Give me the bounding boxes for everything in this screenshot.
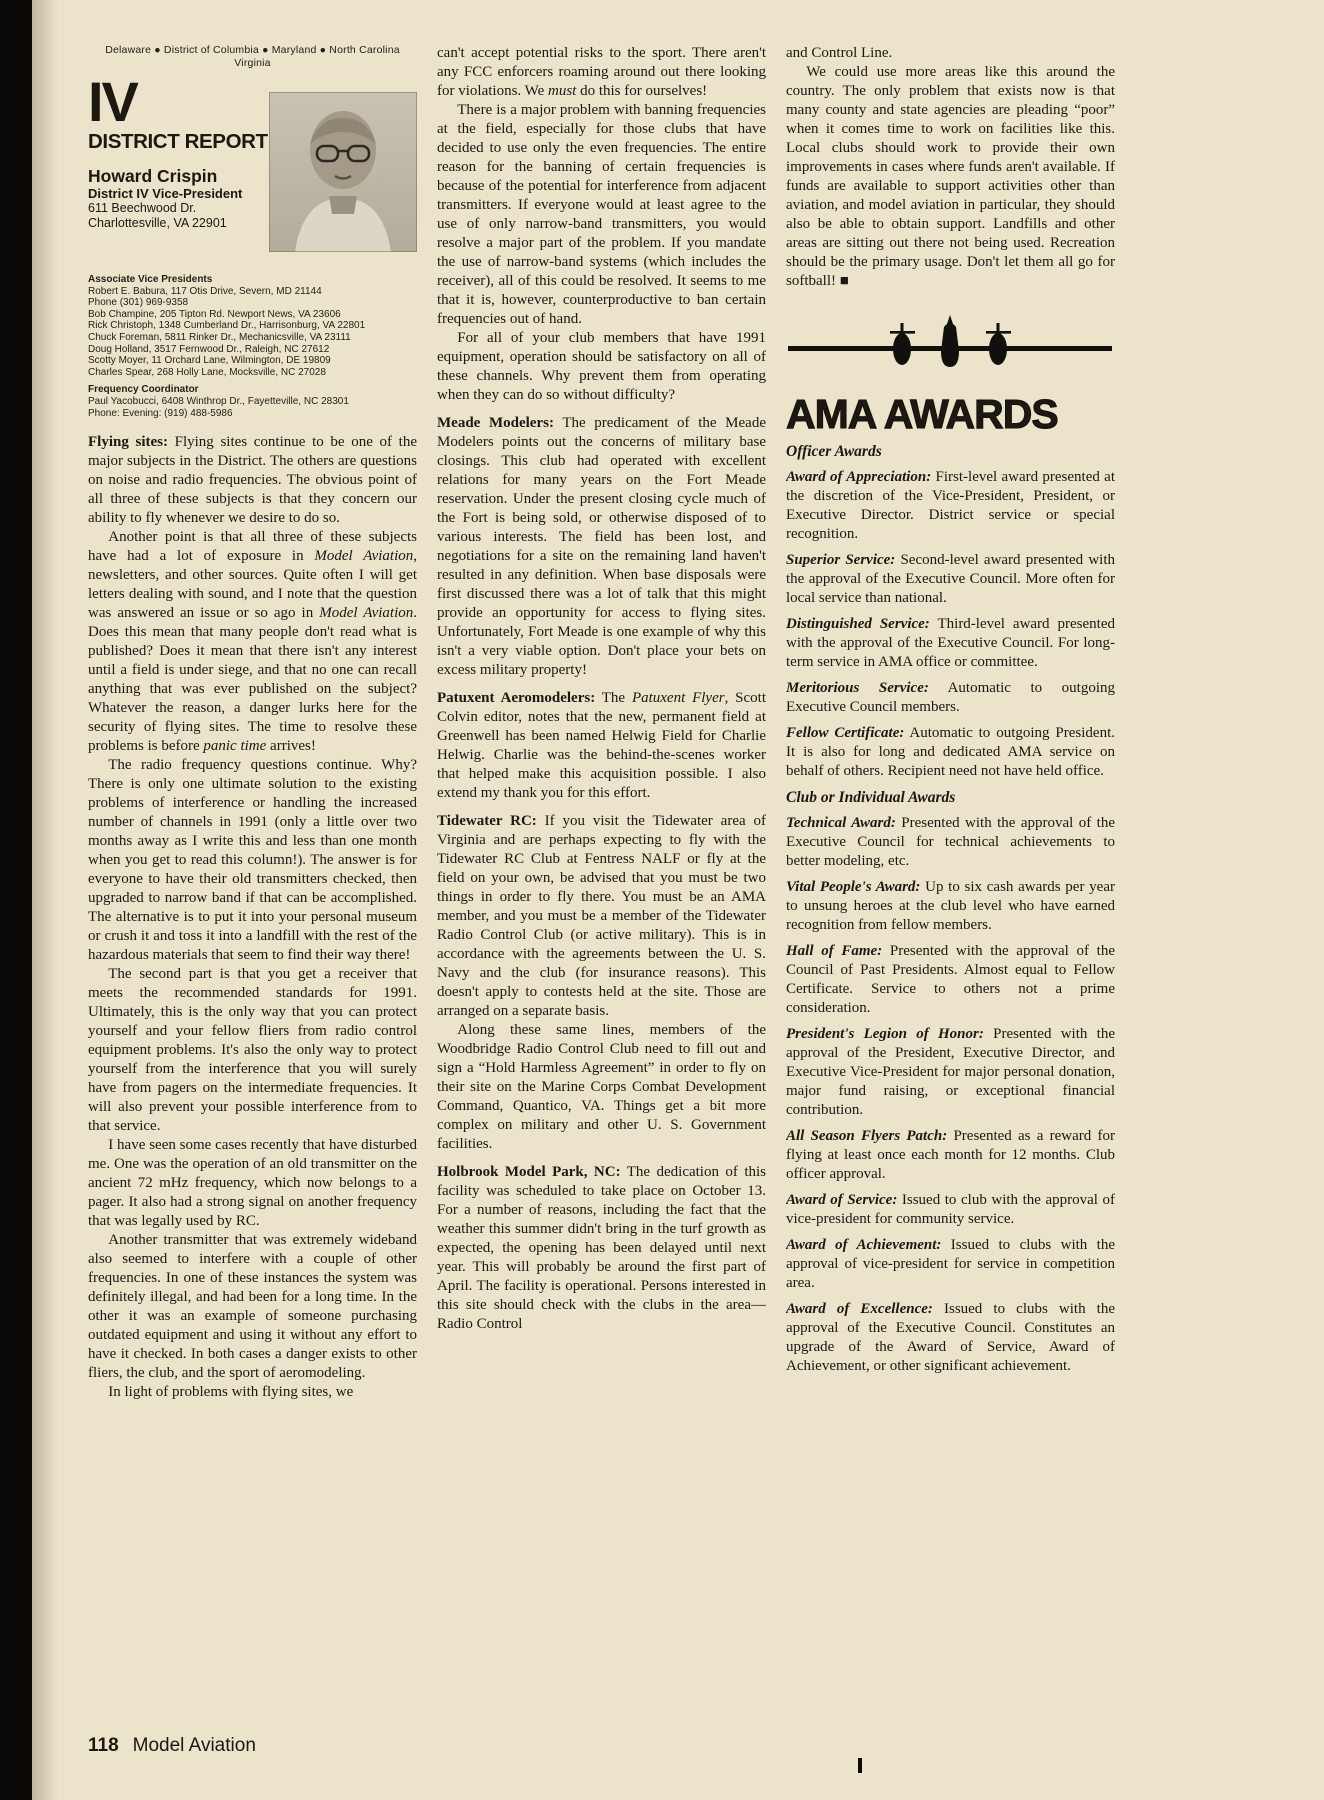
portrait-photo-graphic (269, 92, 417, 252)
body-paragraph: There is a major problem with banning frequencies at the field, especially for those clubs that have decided to use only the even frequencies. The entire reason for the banning of certain frequencies is because of the potential for interference from adjacent transmitters. If everyone would at least agree to the use of only narrow-band transmitters, you would resolve a major part of the problem. If you mandate the use of narrow-band systems (which includes the receiver), all of this could be resolved. It seems to me that it is, however, counterproductive to ban certain frequencies out of hand. (437, 102, 766, 327)
magazine-name: Model Aviation (132, 1735, 256, 1756)
officer-address-line1: 611 Beechwood Dr. (88, 200, 197, 215)
award-item-hall-of-fame: Hall of Fame: Presented with the approval of the Council of Past Presidents. Almost equal to Fellow Certificate. Service to others not a prime consideration. (786, 943, 1115, 1016)
column-2-body (437, 44, 766, 1334)
body-paragraph: can't accept potential risks to the sport. There aren't any FCC enforcers roaming around out there looking for violations. We must do this for ourselves! (437, 45, 766, 99)
award-item-appreciation: Award of Appreciation: First-level award presented at the discretion of the Vice-President, President, or Executive Director. District service or special recognition. (786, 469, 1115, 542)
district-report-title: DISTRICT REPORT (88, 129, 268, 153)
body-paragraph-meade-modelers: Meade Modelers: The predicament of the Meade Modelers points out the concerns of military base closings. This club had operated with excellent relations for many years on the Fort Meade reservation. Under the present closing cycle much of the Fort is being sold, or otherwise disposed of to various interests. The field has been lost, and negotiations for a site on the remaining land haven't resulted in any definition. When base disposals were first discussed there was a lot of talk that this might provide an opportunity for access to flying sites. Unfortunately, Fort Meade is one example of why this isn't a very viable option. Don't place your bets on excess military property! (437, 415, 766, 678)
page-footer (88, 1735, 256, 1757)
district-states-line: Delaware ● District of Columbia ● Maryland ● North Carolina (105, 44, 400, 56)
column-1 (88, 44, 417, 1564)
associate-line: Chuck Foreman, 5811 Rinker Dr., Mechanicsville, VA 23111 (88, 331, 351, 343)
district-report-header (88, 70, 417, 266)
district-contacts-block (88, 274, 417, 419)
column-3 (786, 44, 1115, 1564)
body-paragraph: Along these same lines, members of the Woodbridge Radio Control Club need to fill out and sign a “Hold Harmless Agreement” in order to fly on their site on the Marine Corps Combat Development Command, Quantico, VA. Things get a bit more complex on military and other U. S. Government facilities. (437, 1022, 766, 1152)
body-paragraph-patuxent-aeromodelers: Patuxent Aeromodelers: The Patuxent Flyer, Scott Colvin editor, notes that the new, permanent field at Greenwell has been named Helwig Field for Charlie Helwig. Charlie was the behind-the-scenes worker that helped make this acquisition possible. I also extend my thank you for this effort. (437, 690, 766, 801)
body-paragraph: Another transmitter that was extremely wideband also seemed to interfere with a couple of other frequencies. In one of these instances the system was definitely illegal, and had been for a long time. In the other it was an example of someone purchasing outdated equipment and using it without any effort to have it checked. In both cases a danger exists to other fliers, the club, and the sport of aeromodeling. (88, 1232, 417, 1382)
frequency-coordinator-line: Paul Yacobucci, 6408 Winthrop Dr., Fayetteville, NC 28301 (88, 395, 349, 407)
officer-portrait-photo (269, 92, 417, 252)
award-item-technical: Technical Award: Presented with the approval of the Executive Council for technical achievements to better modeling, etc. (786, 815, 1115, 869)
column-2 (437, 44, 766, 1564)
page-edge-black-bar (0, 0, 32, 1800)
officer-role: District IV Vice-President (88, 185, 243, 201)
award-item-presidents-legion: President's Legion of Honor: Presented with the approval of the President, Executive Director, and Executive Vice-President for major personal donation, major fund raising, or exceptional financial contribution. (786, 1026, 1115, 1118)
award-item-fellow-certificate: Fellow Certificate: Automatic to outgoing President. It is also for long and dedicated AMA service on behalf of others. Recipient need not have held office. (786, 725, 1115, 779)
body-paragraph: Another point is that all three of these subjects have had a lot of exposure in Model Aviation, newsletters, and other sources. Quite often I will get letters dealing with sound, and I note that the question was answered an issue or so ago in Model Aviation. Does this mean that many people don't read what is published? Does it mean that there isn't any interest until a field is under siege, and that no one can recall anything that was ever published on the subject? Whatever the reason, a danger lurks here for the security of flying sites. The time to resolve these problems is before panic time arrives! (88, 529, 417, 755)
award-item-excellence: Award of Excellence: Issued to clubs with the approval of the Executive Council. Constitutes an upgrade of the Award of Service, Award of Achievement, or other significant achievement. (786, 1301, 1115, 1374)
body-paragraph-tidewater-rc: Tidewater RC: If you visit the Tidewater area of Virginia and are perhaps expecting to fly with the Tidewater RC Club at Fentress NALF or fly at the field on your own, be advised that you must be two things in order to fly there. You must be an AMA member, and you must be a member of the Tidewater Radio Control Club (or active military). This is in accordance with the agreements between the U. S. Navy and the club (for insurance reasons). This doesn't apply to contests held at the site. Those are arranged on a separate basis. (437, 813, 766, 1019)
body-paragraph: For all of your club members that have 1991 equipment, operation should be satisfactory on all of these channels. Why prevent them from operating when they can do so without difficulty? (437, 330, 766, 403)
award-item-meritorious-service: Meritorious Service: Automatic to outgoing Executive Council members. (786, 680, 1115, 715)
associate-line: Scotty Moyer, 11 Orchard Lane, Wilmington, DE 19809 (88, 355, 331, 367)
body-paragraph: The radio frequency questions continue. Why? There is only one ultimate solution to the existing problems of interference or handling the increased number of channels in 1991 (only a little over two months away as I write this and less than one month when you get to read this column!). The answer is for everyone to have their old transmitters checked, then upgraded to narrow band if that can be accomplished. The alternative is to put it into your personal museum or crush it and toss it into a landfill with the rest of the hazardous materials that seem to find their way there! (88, 757, 417, 964)
body-paragraph: and Control Line. (786, 45, 893, 61)
registration-mark (858, 1758, 862, 1773)
associate-line: Robert E. Babura, 117 Otis Drive, Severn, MD 21144 (88, 285, 322, 297)
officer-name: Howard Crispin (88, 165, 218, 186)
award-item-service: Award of Service: Issued to club with the approval of vice-president for community service. (786, 1192, 1115, 1227)
column-1-body (88, 433, 417, 1402)
award-item-all-season-flyers: All Season Flyers Patch: Presented as a reward for flying at least once each month for 12 months. Club officer approval. (786, 1128, 1115, 1182)
officer-address-line2: Charlottesville, VA 22901 (88, 215, 227, 230)
award-item-distinguished-service: Distinguished Service: Third-level award presented with the approval of the Executive Council. For long-term service in AMA office or committee. (786, 616, 1115, 670)
body-paragraph: The second part is that you get a receiver that meets the recommended standards for 1991. Ultimately, this is the only way that you can protect yourself and your fellow fliers from radio control equipment problems. It's also the only way to protect yourself from the interference that you will surely have from pagers on the intermediate frequencies. It will also prevent your possible interference from to that service. (88, 966, 417, 1135)
page-gutter-shadow (32, 0, 58, 1800)
column-3-body (786, 44, 1115, 291)
associate-line: Charles Spear, 268 Holly Lane, Mocksville, NC 27028 (88, 366, 326, 378)
award-item-achievement: Award of Achievement: Issued to clubs with the approval of vice-president for service in competition area. (786, 1237, 1115, 1291)
page-number: 118 (88, 1735, 119, 1756)
award-item-vital-peoples: Vital People's Award: Up to six cash awards per year to unsung heroes at the club level who have earned recognition from fellow members. (786, 879, 1115, 933)
associate-line: Doug Holland, 3517 Fernwood Dr., Raleigh, NC 27612 (88, 343, 330, 355)
body-paragraph: In light of problems with flying sites, we (108, 1384, 354, 1401)
officer-awards-heading: Officer Awards (786, 443, 882, 460)
body-paragraph: I have seen some cases recently that have disturbed me. One was the operation of an old transmitter on the ancient 72 mHz frequency, which now belongs to a pager. It also had a strong signal on another frequency that was legally used by RC. (88, 1137, 417, 1230)
body-paragraph: We could use more areas like this around the country. The only problem that exists now is that many county and state agencies are pleading “poor” when it comes time to work on facilities like this. Local clubs should work to provide their own improvements in cases where funds aren't available. If funds are available to support activities other than aviation, and model aviation in particular, they should also be able to obtain support. Landfills and other areas are sitting out there not being used. Recreation should be the primary usage. Don't let them all go for softball! ■ (786, 64, 1115, 289)
associate-line: Rick Christoph, 1348 Cumberland Dr., Harrisonburg, VA 22801 (88, 320, 366, 332)
body-paragraph: Flying sites: Flying sites continue to be one of the major subjects in the District. The others are questions on noise and radio frequencies. The obvious point of all three of these subjects is that they concern our ability to fly whenever we desire to do so. (88, 434, 417, 527)
award-item-superior-service: Superior Service: Second-level award presented with the approval of the Executive Council. More often for local service than national. (786, 552, 1115, 606)
associates-heading: Associate Vice Presidents (88, 274, 213, 285)
associate-line: Phone (301) 969-9358 (88, 297, 189, 309)
associate-line: Bob Champine, 205 Tipton Rd. Newport News, VA 23606 (88, 308, 341, 320)
frequency-coordinator-line: Phone: Evening: (919) 488-5986 (88, 407, 233, 419)
club-individual-awards-heading: Club or Individual Awards (786, 789, 956, 806)
ama-awards-title: AMA AWARDS (786, 391, 1058, 437)
frequency-coordinator-heading: Frequency Coordinator (88, 384, 199, 396)
district-numeral: IV (88, 70, 137, 133)
body-paragraph-holbrook-model-park: Holbrook Model Park, NC: The dedication of this facility was scheduled to take place on October 13. For a number of reasons, including the fact that the weather this summer didn't bring in the turf growth as expected, the opening has been delayed until next year. This will probably be around the first part of April. The facility is operational. Persons interested in this site should check with the clubs in the area—Radio Control (437, 1164, 766, 1332)
airplane-silhouette-graphic (786, 311, 1115, 388)
district-states-line-2: Virginia (234, 57, 271, 69)
